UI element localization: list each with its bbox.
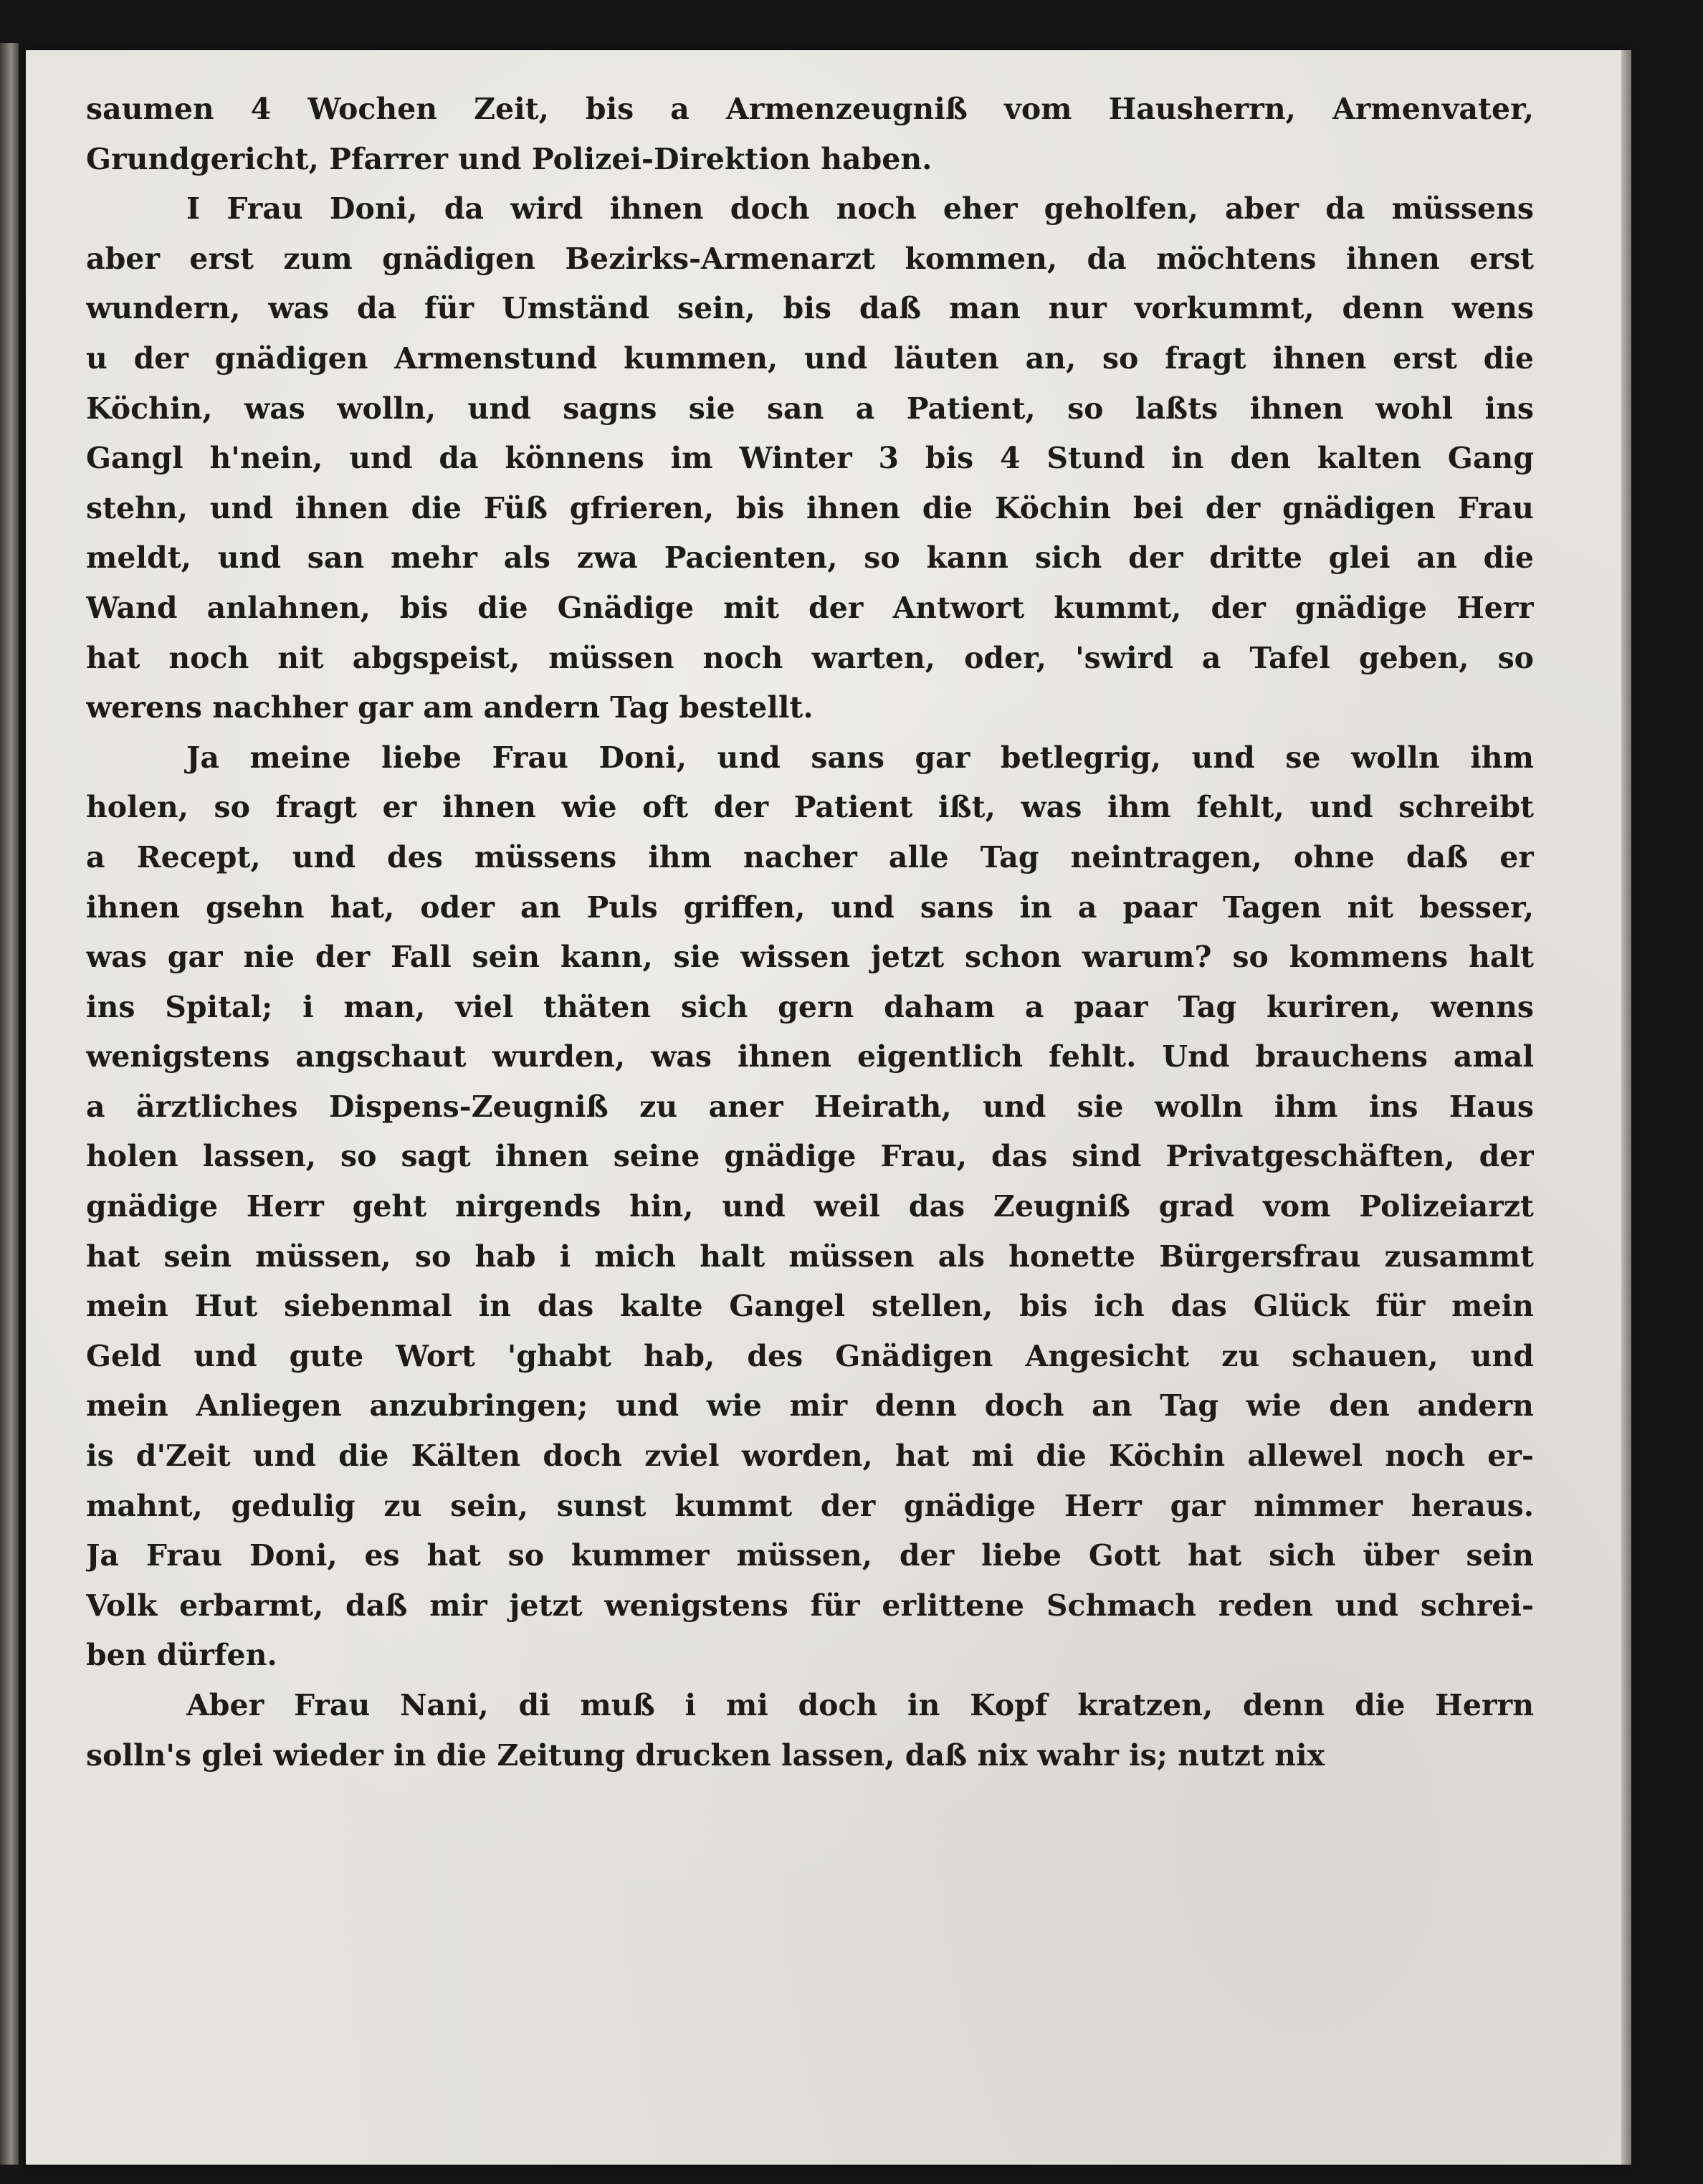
- page-edge: [1621, 50, 1631, 2165]
- text-line: u der gnädigen Armenstund kummen, und läuten an, so fragt ihnen erst die: [86, 340, 1534, 376]
- text-line: mein Anliegen anzubringen; und wie mir denn doch an Tag wie den andern: [86, 1388, 1534, 1424]
- text-line: Aber Frau Nani, di muß i mi doch in Kopf kratzen, denn die Herrn: [186, 1688, 1534, 1722]
- text-line: a Recept, und des müssens ihm nacher alle Tag neintragen, ohne daß er: [86, 839, 1534, 874]
- text-line: I Frau Doni, da wird ihnen doch noch eher geholfen, aber da müssens: [186, 191, 1534, 226]
- adjacent-page-edge: [0, 43, 19, 2165]
- text-line: mahnt, gedulig zu sein, sunst kummt der gnädige Herr gar nimmer heraus.: [86, 1488, 1534, 1523]
- page-text: [86, 85, 1534, 1780]
- text-line: holen, so fragt er ihnen wie oft der Patient ißt, was ihm fehlt, und schreibt: [86, 790, 1534, 825]
- text-line: aber erst zum gnädigen Bezirks-Armenarzt kommen, da möchtens ihnen erst: [86, 241, 1534, 276]
- text-line: gnädige Herr geht nirgends hin, und weil das Zeugniß grad vom Polizeiarzt: [86, 1189, 1534, 1224]
- text-line: hat sein müssen, so hab i mich halt müssen als honette Bürgersfrau zusammt: [86, 1239, 1534, 1274]
- text-line: was gar nie der Fall sein kann, sie wissen jetzt schon warum? so kommens halt: [86, 940, 1534, 975]
- text-line: werens nachher gar am andern Tag bestellt.: [86, 690, 814, 725]
- text-line: ihnen gsehn hat, oder an Puls griffen, und sans in a paar Tagen nit besser,: [86, 890, 1534, 925]
- text-line: Ja meine liebe Frau Doni, und sans gar betlegrig, und se wolln ihm: [186, 740, 1534, 775]
- text-line: Grundgericht, Pfarrer und Polizei-Direktion haben.: [86, 141, 932, 176]
- text-line: Wand anlahnen, bis die Gnädige mit der Antwort kummt, der gnädige Herr: [86, 590, 1534, 625]
- text-line: hat noch nit abgspeist, müssen noch warten, oder, 'swird a Tafel geben, so: [86, 640, 1534, 675]
- text-line: mein Hut siebenmal in das kalte Gangel stellen, bis ich das Glück für mein: [86, 1289, 1534, 1324]
- text-line: Ja Frau Doni, es hat so kummer müssen, der liebe Gott hat sich über sein: [86, 1538, 1534, 1573]
- text-line: Köchin, was wolln, und sagns sie san a Patient, so laßts ihnen wohl ins: [86, 391, 1534, 426]
- text-line: is d'Zeit und die Kälten doch zviel worden, hat mi die Köchin allewel noch er-: [86, 1439, 1534, 1474]
- text-line: Gangl h'nein, und da könnens im Winter 3 bis 4 Stund in den kalten Gang: [86, 441, 1534, 476]
- text-line: wundern, was da für Umständ sein, bis daß man nur vorkummt, denn wens: [86, 291, 1534, 326]
- text-line: meldt, und san mehr als zwa Pacienten, so kann sich der dritte glei an die: [86, 540, 1534, 576]
- text-line: ben dürfen.: [86, 1638, 277, 1673]
- text-line: saumen 4 Wochen Zeit, bis a Armenzeugniß vom Hausherrn, Armenvater,: [86, 92, 1534, 126]
- text-line: Geld und gute Wort 'ghabt hab, des Gnädigen Angesicht zu schauen, und: [86, 1338, 1534, 1373]
- text-line: a ärztliches Dispens-Zeugniß zu aner Heirath, und sie wolln ihm ins Haus: [86, 1089, 1534, 1124]
- text-line: Volk erbarmt, daß mir jetzt wenigstens für erlittene Schmach reden und schrei-: [86, 1588, 1534, 1623]
- text-line: wenigstens angschaut wurden, was ihnen eigentlich fehlt. Und brauchens amal: [86, 1039, 1534, 1074]
- text-line: solln's glei wieder in die Zeitung drucken lassen, daß nix wahr is; nutzt nix: [86, 1737, 1325, 1773]
- text-line: holen lassen, so sagt ihnen seine gnädige Frau, das sind Privatgeschäften, der: [86, 1139, 1534, 1174]
- text-line: ins Spital; i man, viel thäten sich gern daham a paar Tag kuriren, wenns: [86, 989, 1534, 1024]
- text-line: stehn, und ihnen die Füß gfrieren, bis ihnen die Köchin bei der gnädigen Frau: [86, 490, 1534, 525]
